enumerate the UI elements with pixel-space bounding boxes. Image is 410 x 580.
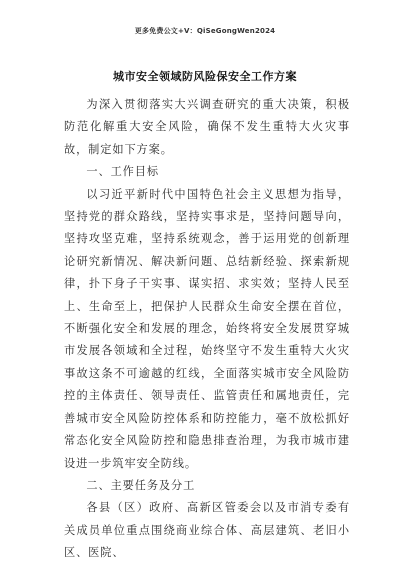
document-title: 城市安全领域防风险保安全工作方案 bbox=[113, 70, 297, 83]
section-heading-goals: 一、工作目标 bbox=[86, 165, 159, 179]
tasks-paragraph: 各县（区）政府、高新区管委会以及市消专委有关成员单位重点围绕商业综合体、高层建筑、老旧小区、医院、 bbox=[64, 501, 350, 560]
section-heading-tasks: 二、主要任务及分工 bbox=[86, 478, 196, 492]
intro-paragraph: 为深入贯彻落实大兴调查研究的重大决策，积极防范化解重大安全风险，确保不发生重特大火灾事故，制定如下方案。 bbox=[64, 98, 350, 156]
header-note: 更多免费公文+V：QiSeGongWen2024 bbox=[134, 27, 276, 35]
document-body bbox=[64, 94, 350, 565]
goals-paragraph: 以习近平新时代中国特色社会主义思想为指导，坚持党的群众路线，坚持实事求是，坚持问题导向，坚持攻坚克难，坚持系统观念，善于运用党的创新理论研究新情况、解决新问题、总结新经验、探索新规律，扑下身子干实事、谋实招、求实效；坚持人民至上、生命至上，把保护人民群众生命安全摆在首位，不断强化安全和发展的理念，始终将安全发展贯穿城市发展各领域和全过程，始终坚守不发生重特大火灾事故这条不可逾越的红线，全面落实城市安全风险防控的主体责任、领导责任、监管责任和属地责任，完善城市安全风险防控体系和防控能力，毫不放松抓好常态化安全风险防控和隐患排查治理，为我市城市建设进一步筑牢安全防线。 bbox=[64, 187, 350, 470]
